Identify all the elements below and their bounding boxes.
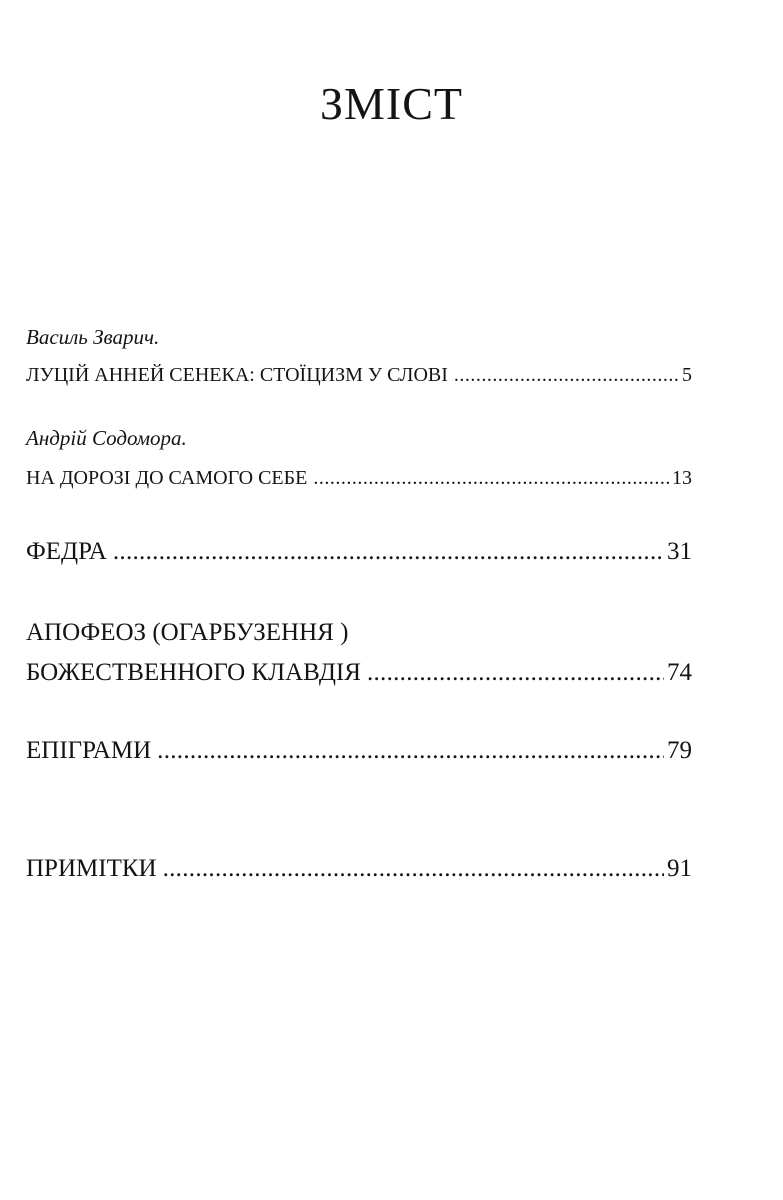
- toc-entry-page-number: 5: [682, 364, 692, 386]
- toc-entry-apokolokyntosis: [26, 616, 692, 690]
- toc-entry-zvarych: [26, 322, 692, 390]
- toc-entry-title: НА ДОРОЗІ ДО САМОГО СЕБЕ: [26, 467, 308, 489]
- toc-entry-page-number: 74: [667, 659, 692, 686]
- toc-entry-title: ЕПІГРАМИ: [26, 737, 152, 764]
- toc-entry-title: ЛУЦІЙ АННЕЙ СЕНЕКА: СТОЇЦИЗМ У СЛОВІ: [26, 364, 448, 386]
- toc-entry-page-number: 31: [667, 538, 692, 565]
- toc-entry-notes: [26, 852, 692, 886]
- toc-entry-sodomora: [26, 423, 692, 493]
- toc-entry-title: ПРИМІТКИ: [26, 855, 157, 882]
- toc-entry-author: Василь Зварич.: [26, 325, 160, 349]
- toc-entry-title-part1: АПОФЕОЗ (ОГАРБУЗЕННЯ ): [26, 619, 349, 646]
- toc-entry-page-number: 79: [667, 737, 692, 764]
- toc-leader-dots: [113, 535, 664, 569]
- toc-leader-dots: [367, 656, 664, 690]
- toc-entry-fedra: [26, 535, 692, 569]
- toc-entry-line[interactable]: [26, 656, 692, 690]
- toc-leader-dots: [163, 852, 664, 886]
- toc-entry-page-number: 13: [672, 467, 692, 489]
- toc-entry-title: ФЕДРА: [26, 538, 107, 565]
- toc-entry-page-number: 91: [667, 855, 692, 882]
- toc-entry-epigrams: [26, 734, 692, 768]
- page-title: ЗМІСТ: [319, 78, 464, 129]
- toc-entry-title: БОЖЕСТВЕННОГО КЛАВДІЯ: [26, 659, 361, 686]
- toc-entry-line[interactable]: [26, 852, 692, 886]
- toc-leader-dots: [454, 360, 679, 390]
- toc-entry-line[interactable]: [26, 535, 692, 569]
- toc-entry-author: Андрій Содомора.: [26, 426, 187, 450]
- toc-entry-line[interactable]: [26, 734, 692, 768]
- toc-entry-title-line1: [26, 616, 692, 650]
- toc-entry-line[interactable]: [26, 360, 692, 390]
- toc-leader-dots: [157, 734, 664, 768]
- toc-entry-line[interactable]: [26, 463, 692, 493]
- toc-leader-dots: [313, 463, 669, 493]
